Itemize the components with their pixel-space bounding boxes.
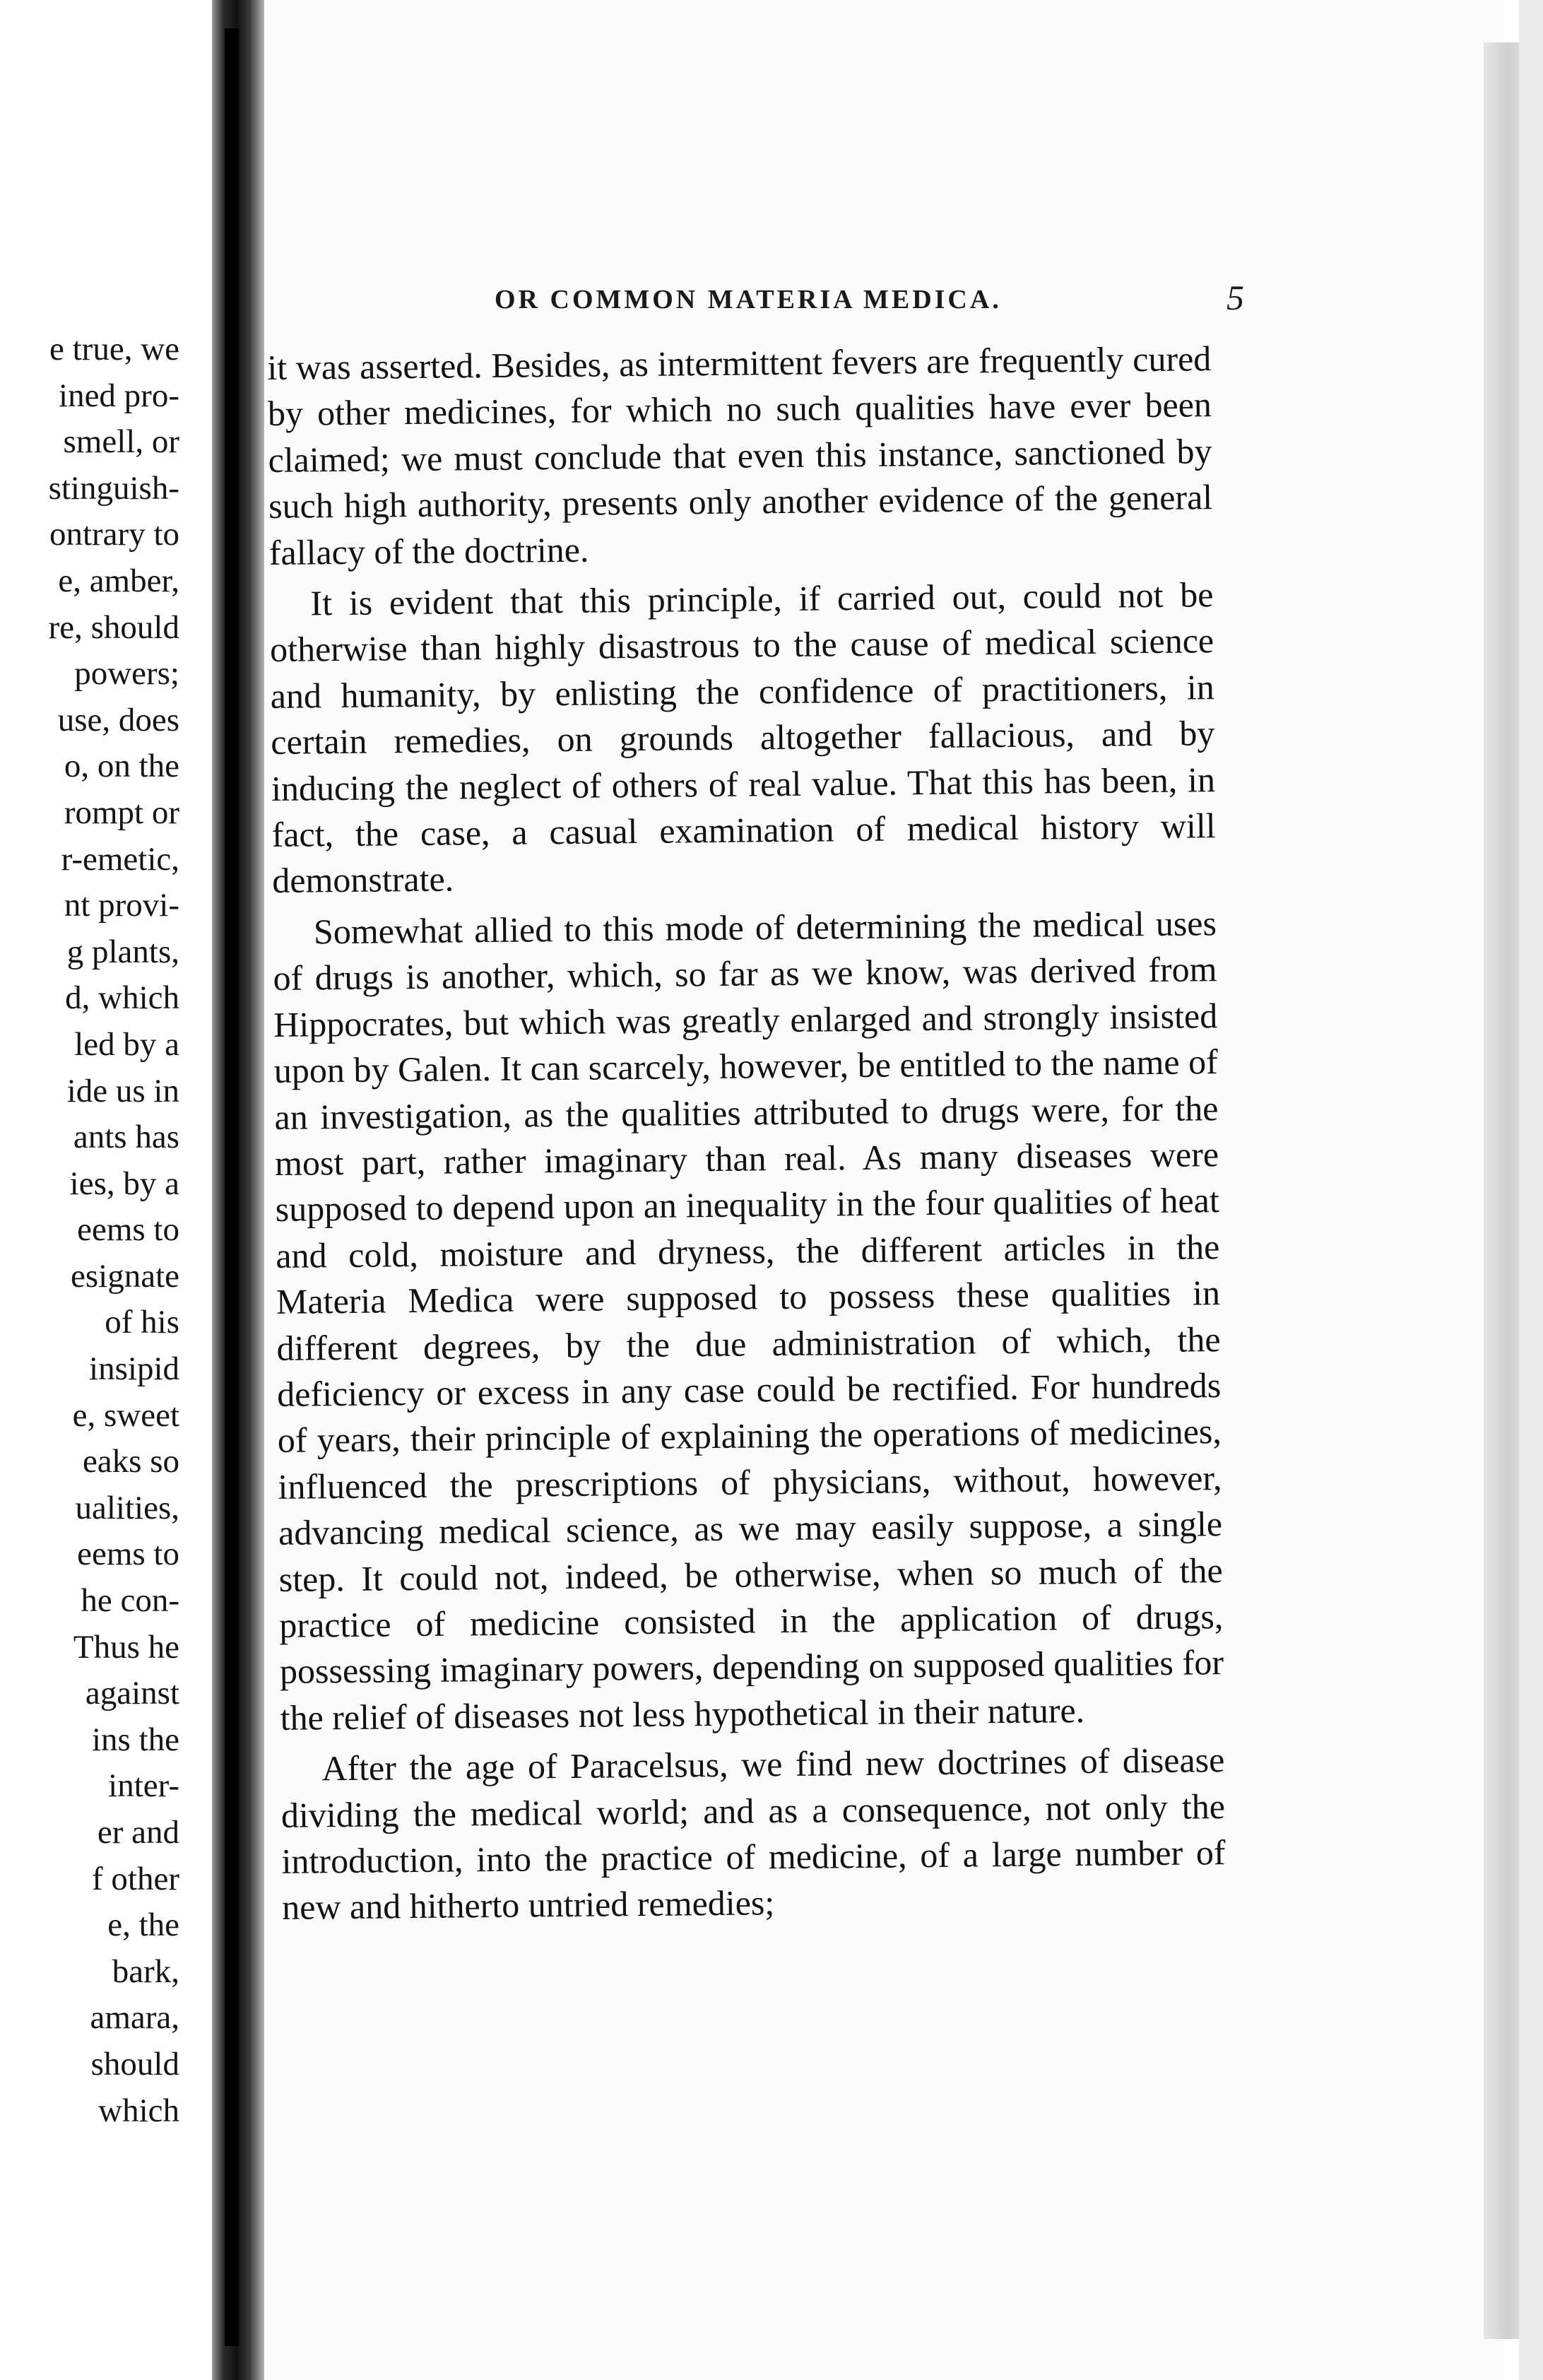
facing-page-line: ants has [73,1119,179,1156]
facing-page-line: stinguish- [48,469,179,507]
facing-page-line: ies, by a [69,1165,179,1202]
facing-page-line: ualities, [75,1489,179,1526]
facing-page-line: nt provi- [64,887,179,924]
facing-page-line: smell, or [63,423,179,461]
facing-page-line: powers; [74,655,179,693]
facing-page-line: f other [92,1860,179,1897]
paragraph: it was asserted. Besides, as intermittent fevers are frequently cured by other medicines, for which no such qualities have ever been claimed; we must conclude that even this instance, sanctioned by such high authority, presents only another evidence of the general fallacy of the doctrine. [267,338,1213,572]
facing-page-line: which [98,2092,179,2129]
facing-page-line: ined pro- [59,377,179,414]
facing-page-line: he con- [81,1582,179,1620]
facing-page-line: bark, [112,1952,179,1990]
facing-page-line: e, amber, [58,562,179,599]
facing-page-line: insipid [89,1350,179,1388]
facing-page-text [49,326,179,2134]
body-text [267,336,1226,1936]
facing-page-line: o, on the [64,748,179,785]
facing-page-line: should [90,2045,179,2082]
facing-page-line: amara, [90,1999,179,2037]
facing-page-line: g plants, [66,933,179,970]
facing-page-line: rompt or [64,794,179,831]
facing-page-line: r-emetic, [61,840,179,878]
facing-page-line: inter- [108,1767,179,1805]
paragraph: Somewhat allied to this mode of determining the medical uses of drugs is another, which, so far as we know, was derived from Hippocrates, but which was greatly enlarged and strongly insisted upon by Galen. It can scarcely, however, be entitled to the name of an investigation, as the qualities attributed to drugs were, for the most part, rather imaginary than real. As many diseases were supposed to depend upon an inequality in the four qualities of heat and cold, moisture and dryness, the different articles in the Materia Medica were supposed to possess these qualities in different degrees, by the due administration of which, the deficiency or excess in any case could be rectified. For hundreds of years, their principle of explaining the operations of medicines, influenced the prescriptions of physicians, without, however, advancing medical science, as we may easily suppose, a single step. It could not, indeed, be otherwise, when so much of the practice of medicine consisted in the application of drugs, possessing imaginary powers, depending on supposed qualities for the relief of diseases not less hypothetical in their nature. [273,903,1224,1738]
facing-page-line: e, the [107,1907,179,1944]
facing-page-line: ontrary to [49,516,179,553]
facing-page-line: of his [105,1304,179,1341]
facing-page-line: eaks so [82,1443,179,1480]
facing-page-fragment [0,0,212,2380]
facing-page-line: d, which [65,979,179,1017]
facing-page-line: Thus he [73,1628,179,1666]
facing-page-line: re, should [48,608,179,646]
paragraph: It is evident that this principle, if carried out, could not be otherwise than highly disastrous to the cause of medical science and humanity, by enlisting the confidence of practitioners, in certain remedies, on grounds altogether fallacious, and by inducing the neglect of others of real value. That this has been, in fact, the case, a casual examination of medical history will demonstrate. [269,575,1216,901]
facing-page-line: ide us in [66,1072,179,1109]
facing-page-line: e true, we [49,331,179,367]
facing-page-line: esignate [71,1257,179,1295]
facing-page-line: ins the [91,1721,179,1758]
binding-shadow [225,28,239,2346]
facing-page-line: e, sweet [72,1396,179,1434]
facing-page-line: led by a [74,1025,179,1063]
paragraph: After the age of Paracelsus, we find new doctrines of disease dividing the medical world; and as a consequence, not only the introduction, into the practice of medicine, of a large number of new and hitherto untried remedies; [280,1740,1226,1928]
page-number: 5 [1226,278,1244,317]
facing-page-line: eems to [77,1536,179,1573]
facing-page-line: use, does [57,701,179,738]
scan-border [1519,0,1543,2380]
facing-page-line: er and [97,1814,179,1851]
facing-page-line: eems to [77,1211,179,1249]
facing-page-line: against [85,1675,179,1712]
running-head: OR COMMON MATERIA MEDICA. [495,285,1002,314]
